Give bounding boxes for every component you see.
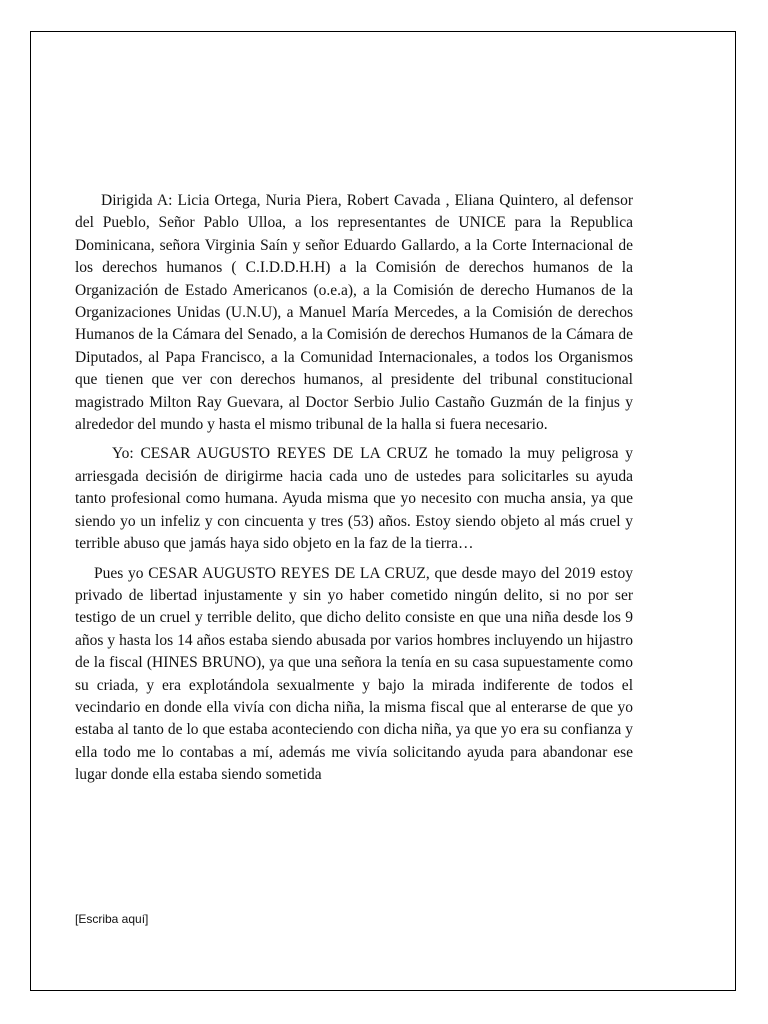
paragraph-request: Yo: CESAR AUGUSTO REYES DE LA CRUZ he tomado la muy peligrosa y arriesgada decisión de dirigirme hacia cada uno de ustedes para solicitarles su ayuda tanto profesional como humana. Ayuda misma que yo necesito con mucha ansia, ya que siendo yo un infeliz y con cincuenta y tres (53) años. Estoy siendo objeto al más cruel y terrible abuso que jamás haya sido objeto en la faz de la tierra… xyxy=(75,445,633,553)
paragraph-addressees: Dirigida A: Licia Ortega, Nuria Piera, Robert Cavada , Eliana Quintero, al defensor del Pueblo, Señor Pablo Ulloa, a los representantes de UNICE para la Republica Dominicana, señora Virginia Saín y señor Eduardo Gallardo, a la Corte Internacional de los derechos humanos ( C.I.D.D.H.H) a la Comisión de derechos humanos de la Organización de Estado Americanos (o.e.a), a la Comisión de derecho Humanos de la Organizaciones Unidas (U.N.U), a Manuel María Mercedes, a la Comisión de derechos Humanos de la Cámara del Senado, a la Comisión de derechos Humanos de la Cámara de Diputados, al Papa Francisco, a la Comunidad Internacionales, a todos los Organismos que tienen que ver con derechos humanos, al presidente del tribunal constitucional magistrado Milton Ray Guevara, al Doctor Serbio Julio Castaño Guzmán de la finjus y alrededor del mundo y hasta el mismo tribunal de la halla si fuera necesario. xyxy=(75,192,633,434)
paragraph-account: Pues yo CESAR AUGUSTO REYES DE LA CRUZ, que desde mayo del 2019 estoy privado de libertad injustamente y sin yo haber cometido ningún delito, si no por ser testigo de un cruel y terrible delito, que dicho delito consiste en que una niña desde los 9 años y hasta los 14 años estaba siendo abusada por varios hombres incluyendo un hijastro de la fiscal (HINES BRUNO), ya que una señora la tenía en su casa supuestamente como su criada, y era explotándola sexualmente y bajo la mirada indiferente de todos el vecindario en donde ella vivía con dicha niña, la misma fiscal que al enterarse de que yo estaba al tanto de lo que estaba aconteciendo con dicha niña, ya que yo era su confianza y ella todo me lo contabas a mí, además me vivía solicitando ayuda para abandonar ese lugar donde ella estaba siendo sometida xyxy=(75,564,633,784)
document-body xyxy=(75,190,633,794)
footer-placeholder[interactable]: [Escriba aquí] xyxy=(75,912,149,926)
